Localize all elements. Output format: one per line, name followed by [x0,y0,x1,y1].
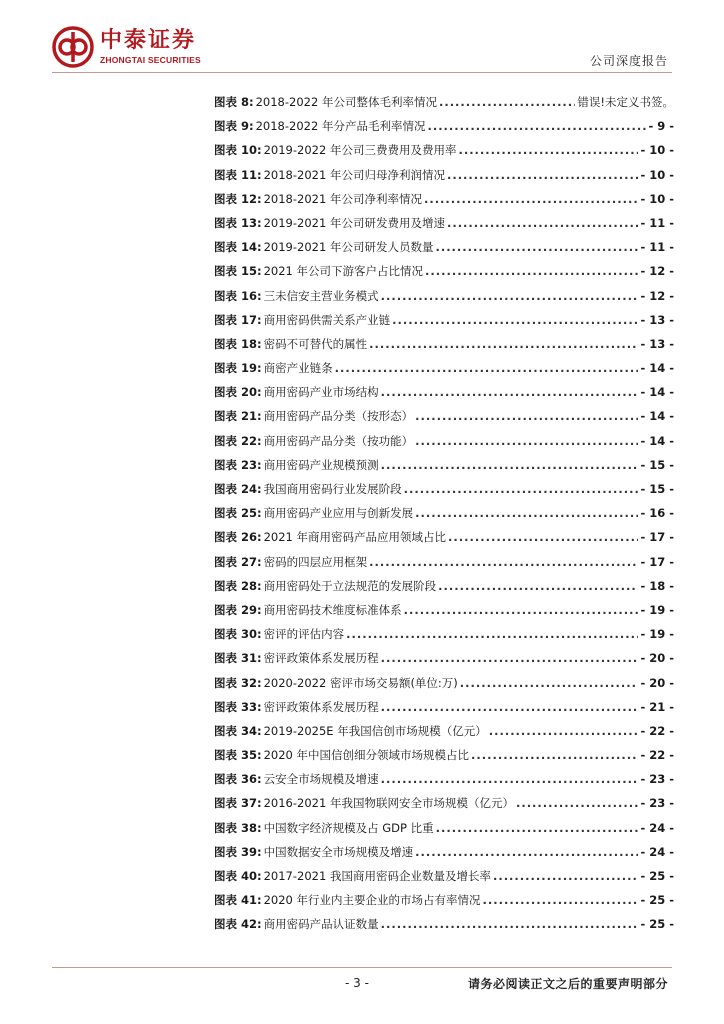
toc-entry-label: 图表 38: [214,820,262,835]
toc-dot-leader [438,579,638,593]
toc-entry-page: - 19 - [640,627,674,642]
toc-dot-leader [516,796,638,810]
toc-entry[interactable] [214,433,674,457]
toc-entry-title: 商用密码产品分类（按形态） [263,409,414,424]
toc-entry-page: - 23 - [640,772,674,787]
toc-entry-title: 云安全市场规模及增速 [263,772,379,787]
toc-entry-title: 2019-2025E 年我国信创市场规模（亿元） [263,723,487,738]
toc-entry-label: 图表 35: [214,748,262,763]
figure-index-list [214,94,674,941]
toc-dot-leader [483,893,639,907]
toc-entry-label: 图表 13: [214,215,262,230]
toc-entry-label: 图表 8: [214,95,254,109]
toc-entry-title: 2016-2021 年我国物联网安全市场规模（亿元） [263,796,514,811]
toc-entry-page: - 23 - [640,796,674,811]
disclaimer-note: 请务必阅读正文之后的重要声明部分 [467,977,668,991]
toc-entry-title: 商用密码技术维度标准体系 [263,602,402,617]
toc-entry-title: 2021 年公司下游客户占比情况 [263,264,424,279]
toc-entry-page: - 18 - [640,578,674,593]
toc-dot-leader [489,724,639,738]
toc-entry-title: 2017-2021 我国商用密码企业数量及增长率 [263,869,491,883]
toc-dot-leader [448,530,638,544]
logo-chinese-name: 中泰证券 [100,27,197,53]
toc-entry-title: 2018-2021 年公司归母净利润情况 [263,167,445,182]
toc-dot-leader [335,361,639,375]
toc-entry-title: 2018-2022 年分产品毛利率情况 [255,119,426,134]
toc-entry[interactable] [214,747,674,771]
toc-entry[interactable] [214,215,674,239]
toc-dot-leader [460,676,639,690]
toc-entry[interactable] [214,94,674,118]
toc-entry-title: 密码的四层应用框架 [263,554,368,569]
toc-entry-title: 2019-2021 年公司研发人员数量 [263,240,434,255]
toc-entry[interactable] [214,336,674,360]
toc-entry-label: 图表 14: [214,240,262,255]
toc-entry-label: 图表 32: [214,675,262,690]
toc-entry[interactable] [214,602,674,626]
toc-entry-page: - 25 - [640,869,674,883]
toc-entry-page: - 25 - [640,917,674,932]
toc-entry[interactable] [214,167,674,191]
toc-entry-label: 图表 19: [214,361,262,376]
toc-entry-title: 商用密码产业市场结构 [263,385,379,400]
toc-entry[interactable] [214,505,674,529]
toc-dot-leader [381,458,639,472]
toc-entry-label: 图表 18: [214,336,262,351]
toc-dot-leader [415,409,638,423]
toc-dot-leader [436,821,639,835]
toc-entry[interactable] [214,457,674,481]
toc-entry-page: - 20 - [640,651,674,666]
toc-entry-title: 商用密码产业应用与创新发展 [263,506,414,521]
toc-entry-title: 密评政策体系发展历程 [263,651,379,666]
toc-entry[interactable] [214,408,674,432]
toc-entry-title: 密评的评估内容 [263,627,345,642]
logo-text [100,29,201,66]
toc-entry-label: 图表 30: [214,627,262,642]
toc-entry-label: 图表 37: [214,796,262,811]
toc-entry[interactable] [214,529,674,553]
toc-entry-title: 2020 年中国信创细分领域市场规模占比 [263,748,470,763]
toc-entry-page: - 16 - [640,506,674,521]
toc-entry-title: 我国商用密码行业发展阶段 [263,482,402,496]
toc-entry-page: - 15 - [640,457,674,472]
toc-entry-label: 图表 23: [214,457,262,472]
toc-entry[interactable] [214,288,674,312]
toc-dot-leader [369,555,638,569]
toc-entry-title: 中国数字经济规模及占 GDP 比重 [263,820,434,835]
toc-dot-leader [369,337,638,351]
report-type-label: 公司深度报告 [589,54,668,68]
toc-entry[interactable] [214,239,674,263]
toc-entry-page: - 15 - [640,482,674,496]
toc-entry-label: 图表 21: [214,409,262,424]
toc-entry-page: - 22 - [640,723,674,738]
toc-dot-leader [404,603,639,617]
toc-entry-title: 2019-2021 年公司研发费用及增速 [263,215,445,230]
toc-entry-title: 商用密码产业规模预测 [263,457,379,472]
toc-entry[interactable] [214,360,674,384]
toc-entry-page: - 17 - [640,554,674,569]
toc-entry[interactable] [214,384,674,408]
toc-entry-title: 密码不可替代的属性 [263,336,368,351]
toc-dot-leader [346,627,638,641]
toc-dot-leader [381,700,639,714]
toc-entry-label: 图表 42: [214,917,262,932]
footer-divider [52,967,672,968]
toc-dot-leader [439,95,575,109]
toc-entry[interactable] [214,675,674,699]
toc-dot-leader [392,313,638,327]
toc-entry[interactable] [214,916,674,940]
toc-entry[interactable] [214,578,674,602]
toc-entry-page: - 12 - [640,264,674,279]
logo-english-name: ZHONGTAI SECURITIES [100,54,201,65]
toc-dot-leader [381,385,639,399]
toc-entry[interactable] [214,723,674,747]
toc-dot-leader [471,748,638,762]
toc-entry-page: - 11 - [640,240,674,255]
zhongtai-logo-icon [52,26,94,68]
toc-entry[interactable] [214,795,674,819]
toc-dot-leader [424,192,638,206]
toc-dot-leader [415,434,638,448]
toc-entry[interactable] [214,118,674,142]
toc-entry[interactable] [214,699,674,723]
toc-dot-leader [493,869,638,883]
toc-entry-page: - 9 - [648,119,674,134]
toc-entry-title: 商用密码供需关系产业链 [263,312,391,327]
toc-entry-page: - 19 - [640,602,674,617]
toc-entry-label: 图表 24: [214,482,262,496]
toc-entry[interactable] [214,892,674,916]
toc-dot-leader [458,143,638,157]
toc-entry[interactable] [214,263,674,287]
toc-dot-leader [447,216,638,230]
toc-entry-label: 图表 11: [214,167,262,182]
page-header [0,0,724,75]
toc-dot-leader [415,506,638,520]
toc-entry-page: - 12 - [640,288,674,303]
toc-entry-label: 图表 27: [214,554,262,569]
toc-entry-page: - 14 - [640,433,674,448]
toc-entry-page: - 22 - [640,748,674,763]
toc-entry-label: 图表 26: [214,530,262,545]
toc-entry-label: 图表 40: [214,869,262,883]
toc-dot-leader [447,168,638,182]
toc-dot-leader [427,119,646,133]
toc-entry-title: 2019-2022 年公司三费费用及费用率 [263,143,457,158]
toc-entry-page: - 21 - [640,699,674,714]
toc-entry-page: - 10 - [640,143,674,158]
toc-entry-title: 2020-2022 密评市场交易额(单位:万) [263,675,458,690]
toc-entry-page: - 17 - [640,530,674,545]
toc-entry-page: - 25 - [640,893,674,908]
toc-entry-page: - 20 - [640,675,674,690]
toc-entry-label: 图表 33: [214,699,262,714]
toc-entry-title: 2021 年商用密码产品应用领域占比 [263,530,447,545]
toc-entry-label: 图表 12: [214,191,262,206]
toc-entry-label: 图表 10: [214,143,262,158]
toc-dot-leader [415,845,638,859]
toc-entry-label: 图表 36: [214,772,262,787]
toc-entry-label: 图表 39: [214,844,262,859]
toc-entry[interactable] [214,820,674,844]
toc-dot-leader [381,772,639,786]
toc-entry-title: 2018-2022 年公司整体毛利率情况 [255,95,437,109]
toc-entry[interactable] [214,191,674,215]
toc-entry[interactable] [214,481,674,505]
toc-entry[interactable] [214,868,674,892]
toc-entry-page: - 11 - [640,215,674,230]
toc-entry[interactable] [214,650,674,674]
page-number: - 3 - [345,976,369,990]
toc-dot-leader [381,289,639,303]
toc-dot-leader [435,240,638,254]
toc-entry-page: - 13 - [640,336,674,351]
toc-entry-title: 商用密码处于立法规范的发展阶段 [263,578,437,593]
toc-entry[interactable] [214,844,674,868]
toc-entry-title: 三未信安主营业务模式 [263,288,379,303]
toc-entry-page: - 24 - [640,820,674,835]
toc-entry-page: - 10 - [640,167,674,182]
toc-entry-title: 2018-2021 年公司净利率情况 [263,191,422,206]
header-divider [52,72,672,73]
toc-entry-label: 图表 16: [214,288,262,303]
toc-entry-title: 商密产业链条 [263,361,333,376]
toc-entry-page: - 14 - [640,385,674,400]
toc-entry-title: 2020 年行业内主要企业的市场占有率情况 [263,893,481,908]
toc-entry[interactable] [214,312,674,336]
toc-entry[interactable] [214,554,674,578]
toc-entry-label: 图表 41: [214,893,262,908]
toc-entry-label: 图表 25: [214,506,262,521]
toc-entry-label: 图表 17: [214,312,262,327]
toc-entry-label: 图表 22: [214,433,262,448]
toc-entry-label: 图表 31: [214,651,262,666]
toc-entry[interactable] [214,771,674,795]
toc-entry-page: - 24 - [640,844,674,859]
toc-entry[interactable] [214,626,674,650]
toc-entry-page: 错误!未定义书签。 [577,95,674,109]
toc-entry-label: 图表 20: [214,385,262,400]
toc-dot-leader [381,651,639,665]
toc-entry-label: 图表 9: [214,119,254,134]
toc-entry-label: 图表 15: [214,264,262,279]
toc-entry-label: 图表 29: [214,602,262,617]
toc-entry-page: - 10 - [640,191,674,206]
toc-entry-page: - 14 - [640,409,674,424]
toc-entry-label: 图表 34: [214,723,262,738]
toc-entry-title: 密评政策体系发展历程 [263,699,379,714]
company-logo [52,26,201,68]
toc-entry[interactable] [214,142,674,166]
toc-entry-label: 图表 28: [214,578,262,593]
toc-dot-leader [425,264,638,278]
toc-entry-title: 商用密码产品分类（按功能） [263,433,414,448]
toc-dot-leader [404,482,639,496]
toc-entry-title: 商用密码产品认证数量 [263,917,379,932]
toc-entry-page: - 13 - [640,312,674,327]
toc-entry-page: - 14 - [640,361,674,376]
toc-dot-leader [381,917,639,931]
toc-entry-title: 中国数据安全市场规模及增速 [263,844,414,859]
